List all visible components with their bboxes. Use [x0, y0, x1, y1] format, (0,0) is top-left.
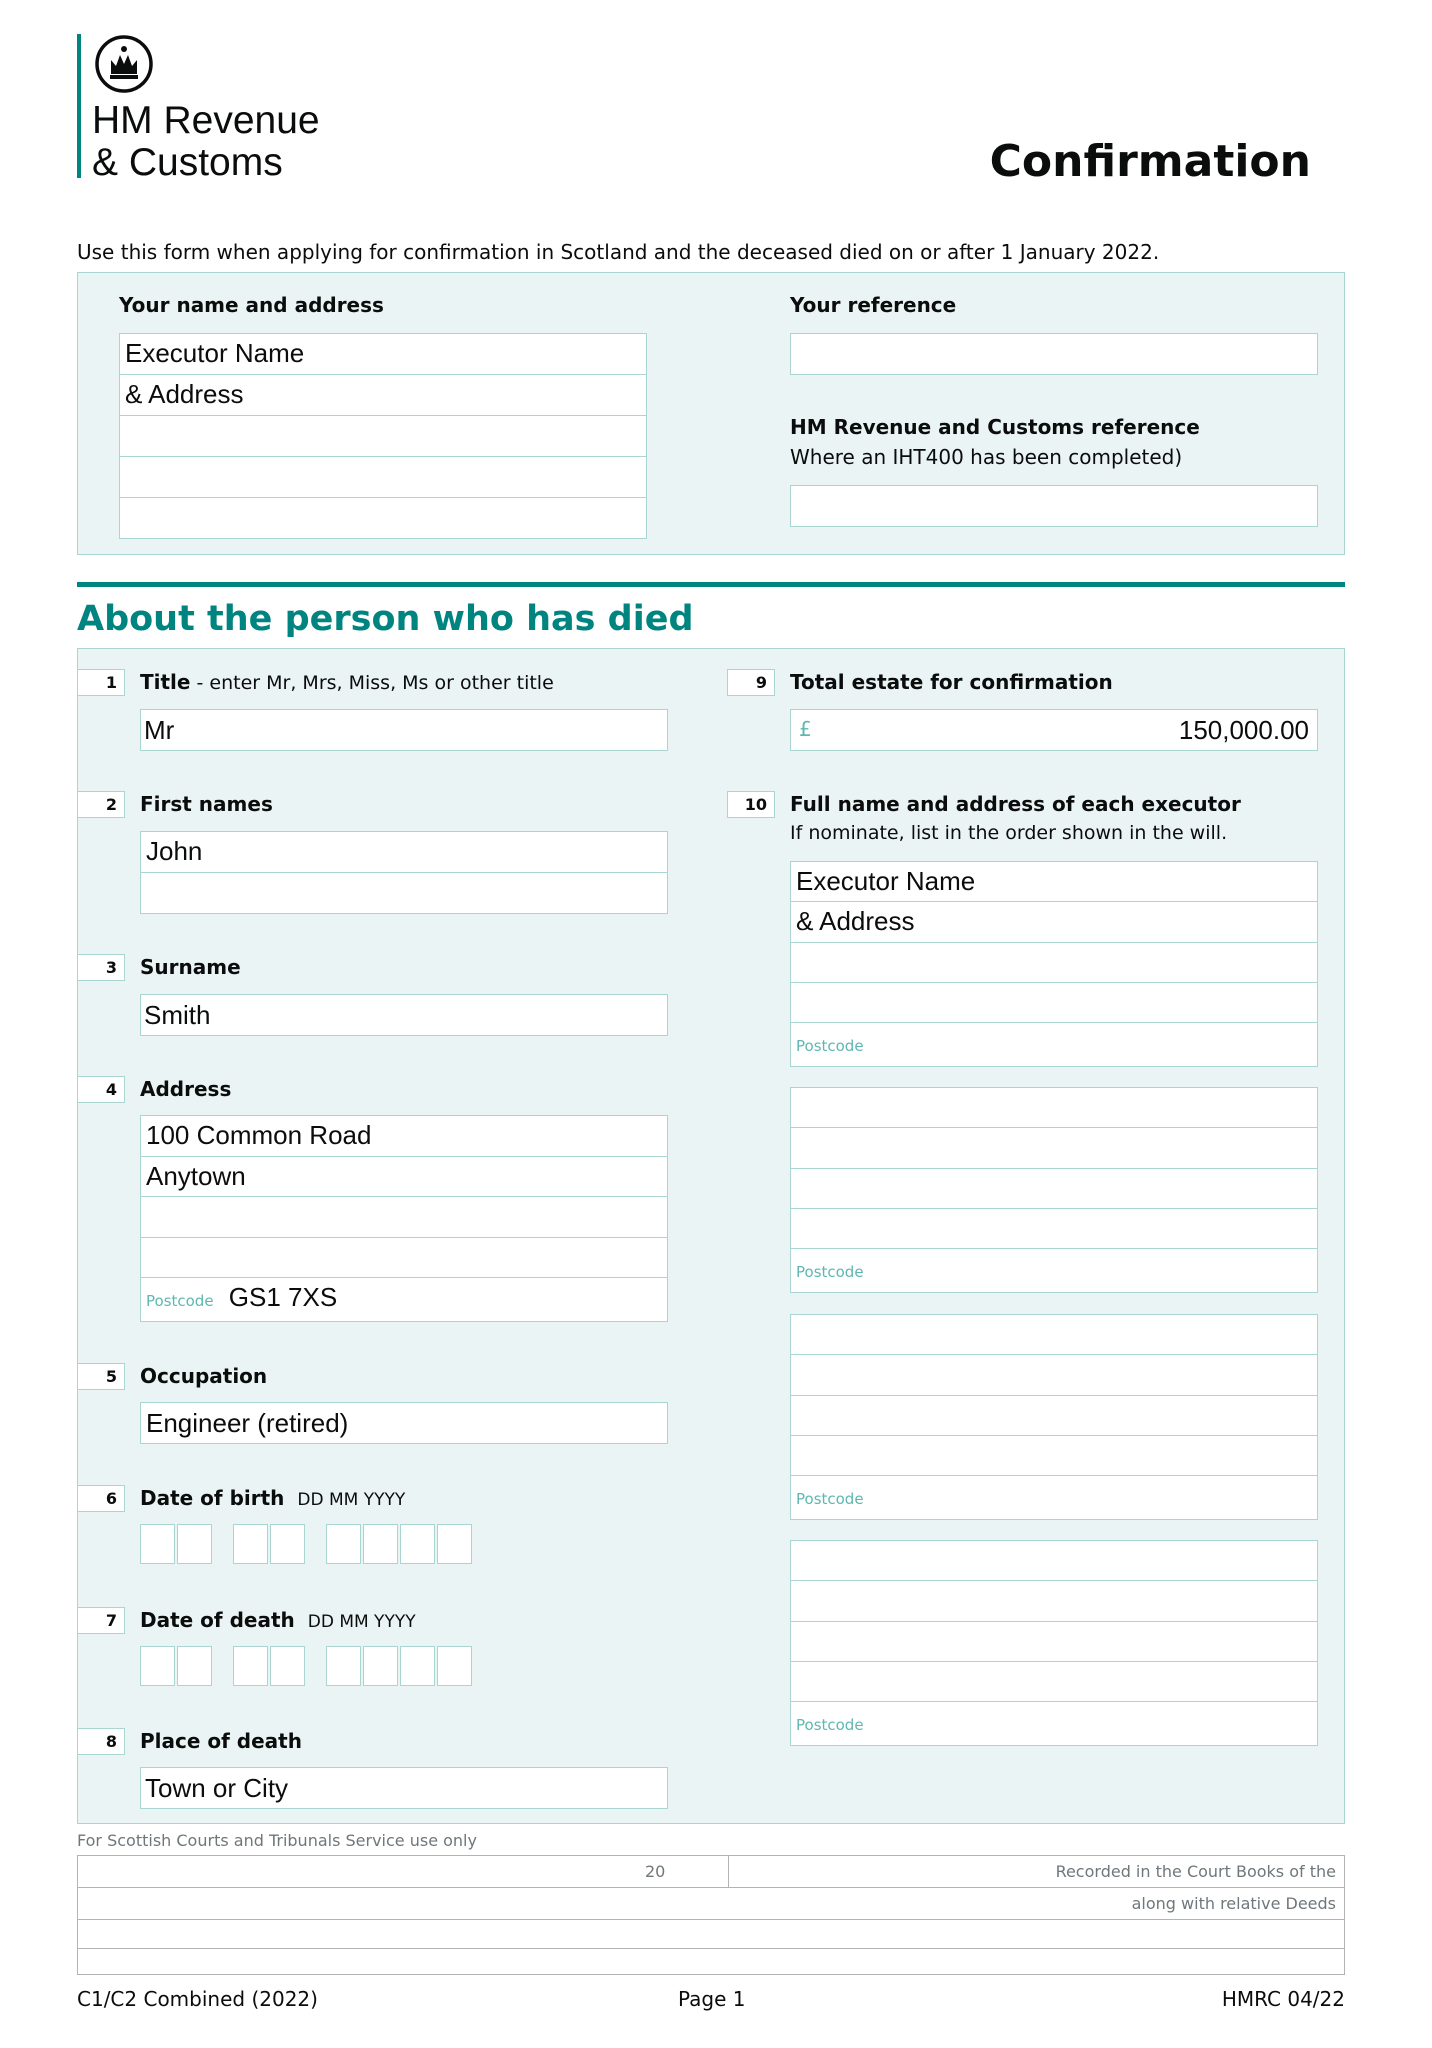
title-value: Mr	[144, 715, 175, 745]
name-address-line[interactable]	[120, 416, 646, 457]
dob-month-digit[interactable]	[270, 1524, 305, 1564]
dod-year-digit[interactable]	[363, 1646, 398, 1686]
executor-line[interactable]	[791, 1128, 1317, 1168]
section-title: About the person who has died	[77, 599, 694, 639]
address-label: Address	[140, 1077, 232, 1101]
court-deeds-text: along with relative Deeds	[1131, 1894, 1336, 1913]
dob-year-digit[interactable]	[400, 1524, 435, 1564]
total-estate-input[interactable]	[790, 709, 1318, 751]
date-of-death-boxes[interactable]	[140, 1646, 476, 1686]
logo-bar	[77, 34, 81, 178]
executor-line[interactable]	[791, 983, 1317, 1023]
name-address-label: Your name and address	[119, 293, 384, 317]
court-use-table	[77, 1855, 1345, 1975]
executor-line[interactable]	[791, 1169, 1317, 1209]
executor-line[interactable]	[791, 943, 1317, 983]
executor-line[interactable]	[791, 1662, 1317, 1702]
dob-day-digit[interactable]	[140, 1524, 175, 1564]
address-line[interactable]	[141, 1238, 667, 1279]
executor-postcode-row[interactable]	[791, 1023, 1317, 1066]
dob-title: Date of birth	[140, 1486, 285, 1510]
footer-form-code: C1/C2 Combined (2022)	[77, 1987, 318, 2011]
place-of-death-value: Town or City	[145, 1773, 289, 1803]
footer-version: HMRC 04/22	[1221, 1987, 1345, 2011]
executors-label: Full name and address of each executor	[790, 792, 1241, 816]
place-of-death-input[interactable]	[140, 1767, 668, 1809]
address-line[interactable]: 100 Common Road	[141, 1116, 667, 1157]
address-postcode-row[interactable]	[141, 1278, 667, 1321]
first-names-line[interactable]: John	[141, 832, 667, 873]
court-row-divider	[78, 1887, 1344, 1888]
name-address-line[interactable]	[120, 498, 646, 538]
executor-postcode-row[interactable]	[791, 1702, 1317, 1745]
court-caption: For Scottish Courts and Tribunals Service use only	[77, 1831, 477, 1850]
name-address-line[interactable]	[120, 457, 646, 498]
executor-line[interactable]	[791, 1088, 1317, 1128]
occupation-label: Occupation	[140, 1364, 268, 1388]
postcode-label: Postcode	[146, 1292, 214, 1310]
question-number: 3	[77, 954, 125, 981]
dob-format-hint: DD MM YYYY	[297, 1490, 406, 1510]
executor-postcode-row[interactable]	[791, 1249, 1317, 1292]
date-of-birth-label	[140, 1486, 405, 1510]
postcode-label: Postcode	[796, 1490, 864, 1508]
executor-address-field[interactable]	[790, 861, 1318, 1067]
surname-value: Smith	[144, 1000, 211, 1030]
court-col-divider	[728, 1856, 729, 1887]
postcode-value: GS1 7XS	[228, 1282, 338, 1312]
surname-input[interactable]	[140, 994, 668, 1036]
dob-year-digit[interactable]	[437, 1524, 472, 1564]
name-address-field[interactable]	[119, 333, 647, 539]
place-of-death-label: Place of death	[140, 1729, 302, 1753]
executor-line[interactable]	[791, 1581, 1317, 1621]
form-title: Confirmation	[989, 136, 1311, 187]
question-number: 7	[77, 1607, 125, 1634]
dod-day-digit[interactable]	[140, 1646, 175, 1686]
dod-month-digit[interactable]	[233, 1646, 268, 1686]
executors-hint: If nominate, list in the order shown in the will.	[790, 822, 1228, 844]
dob-year-digit[interactable]	[363, 1524, 398, 1564]
dod-day-digit[interactable]	[177, 1646, 212, 1686]
intro-text: Use this form when applying for confirmation in Scotland and the deceased died on or after 1 January 2022.	[77, 240, 1160, 264]
question-number: 5	[77, 1363, 125, 1390]
section-rule	[77, 582, 1345, 587]
question-number: 1	[77, 669, 125, 696]
date-of-birth-boxes[interactable]	[140, 1524, 476, 1564]
surname-label: Surname	[140, 955, 241, 979]
dod-year-digit[interactable]	[437, 1646, 472, 1686]
postcode-label: Postcode	[796, 1263, 864, 1281]
question-number: 10	[727, 791, 775, 818]
executor-line[interactable]: Executor Name	[791, 862, 1317, 902]
question-number: 6	[77, 1485, 125, 1512]
executor-line[interactable]	[791, 1436, 1317, 1476]
address-field[interactable]	[140, 1115, 668, 1322]
total-estate-label: Total estate for confirmation	[790, 670, 1113, 694]
court-row-divider	[78, 1948, 1344, 1949]
address-line[interactable]	[141, 1197, 667, 1238]
executor-line[interactable]	[791, 1315, 1317, 1355]
date-of-death-label	[140, 1608, 416, 1632]
dob-day-digit[interactable]	[177, 1524, 212, 1564]
logo-line-2: & Customs	[92, 141, 283, 184]
executor-postcode-row[interactable]	[791, 1476, 1317, 1519]
question-number: 8	[77, 1728, 125, 1755]
name-address-line[interactable]: Executor Name	[120, 334, 646, 375]
footer-page-number: Page 1	[678, 1987, 746, 2011]
occupation-input[interactable]	[140, 1402, 668, 1444]
dob-month-digit[interactable]	[233, 1524, 268, 1564]
crest-icon	[94, 34, 154, 94]
title-input[interactable]	[140, 709, 668, 751]
executor-line[interactable]	[791, 1622, 1317, 1662]
dod-title: Date of death	[140, 1608, 295, 1632]
hmrc-reference-hint: Where an IHT400 has been completed)	[790, 445, 1183, 469]
total-estate-value: 150,000.00	[1178, 715, 1309, 745]
currency-symbol: £	[799, 717, 812, 741]
executor-address-field[interactable]	[790, 1540, 1318, 1746]
executor-line[interactable]	[791, 1209, 1317, 1249]
court-recorded-text: Recorded in the Court Books of the	[1055, 1862, 1336, 1881]
your-reference-input[interactable]	[790, 333, 1318, 375]
question-number: 2	[77, 791, 125, 818]
your-reference-label: Your reference	[790, 293, 957, 317]
q1-label	[140, 670, 554, 694]
question-number: 4	[77, 1076, 125, 1103]
first-names-label: First names	[140, 792, 273, 816]
executor-address-field[interactable]	[790, 1087, 1318, 1293]
dob-year-digit[interactable]	[326, 1524, 361, 1564]
occupation-value: Engineer (retired)	[146, 1408, 349, 1438]
first-names-line[interactable]	[141, 873, 667, 913]
first-names-field[interactable]	[140, 831, 668, 914]
executor-line[interactable]	[791, 1355, 1317, 1395]
hmrc-reference-label: HM Revenue and Customs reference	[790, 415, 1200, 439]
name-address-line[interactable]: & Address	[120, 375, 646, 416]
postcode-label: Postcode	[796, 1037, 864, 1055]
executor-line[interactable]: & Address	[791, 902, 1317, 942]
hmrc-reference-input[interactable]	[790, 485, 1318, 527]
question-number: 9	[727, 669, 775, 696]
address-line[interactable]: Anytown	[141, 1157, 667, 1198]
q1-title: Title	[140, 670, 191, 694]
dod-month-digit[interactable]	[270, 1646, 305, 1686]
dod-year-digit[interactable]	[400, 1646, 435, 1686]
q1-hint: - enter Mr, Mrs, Miss, Ms or other title	[190, 672, 554, 694]
court-row-divider	[78, 1919, 1344, 1920]
postcode-label: Postcode	[796, 1716, 864, 1734]
dod-year-digit[interactable]	[326, 1646, 361, 1686]
executor-line[interactable]	[791, 1541, 1317, 1581]
executor-address-field[interactable]	[790, 1314, 1318, 1520]
court-year-prefix: 20	[645, 1862, 666, 1881]
dod-format-hint: DD MM YYYY	[307, 1612, 416, 1632]
logo-line-1: HM Revenue	[92, 99, 320, 142]
executor-line[interactable]	[791, 1396, 1317, 1436]
